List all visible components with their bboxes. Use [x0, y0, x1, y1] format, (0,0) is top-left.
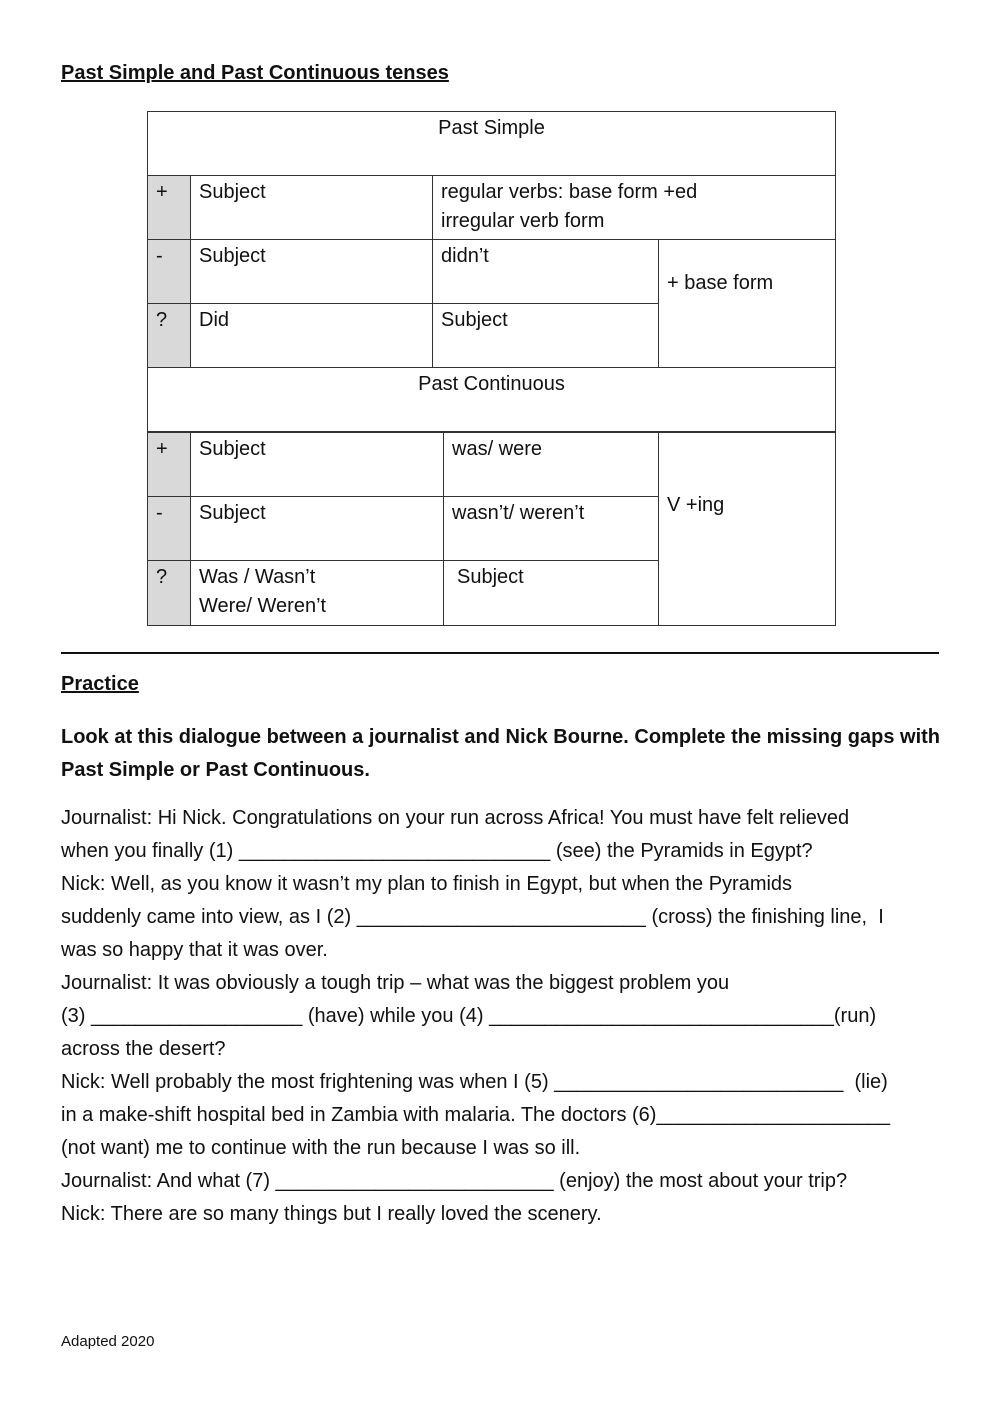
footer-note: Adapted 2020	[61, 1333, 155, 1350]
practice-instruction: Look at this dialogue between a journalist and Nick Bourne. Complete the missing gaps with Past Simple or Past Continuous.	[61, 726, 941, 781]
page-title: Past Simple and Past Continuous tenses	[61, 62, 449, 84]
past-continuous-header: Past Continuous	[147, 367, 836, 432]
dialogue-line: suddenly came into view, as I (2) __________________________ (cross) the finishing line, I	[61, 906, 884, 928]
auxiliary-cell: Subject	[443, 560, 659, 626]
subject-cell: Did	[190, 303, 433, 368]
dialogue-line: across the desert?	[61, 1038, 226, 1060]
sign-cell: +	[147, 432, 191, 497]
dialogue-line: Journalist: It was obviously a tough trip – what was the biggest problem you	[61, 972, 730, 994]
subject-line: Were/ Weren’t	[199, 595, 327, 617]
dialogue-line: in a make-shift hospital bed in Zambia with malaria. The doctors (6)_____________________	[61, 1104, 891, 1126]
section-divider	[61, 652, 939, 654]
dialogue-line: Journalist: Hi Nick. Congratulations on your run across Africa! You must have felt relieved	[61, 807, 850, 829]
subject-line: Was / Wasn’t	[199, 566, 316, 588]
subject-cell: Subject	[190, 496, 444, 561]
dialogue-line: Journalist: And what (7) _________________________ (enjoy) the most about your trip?	[61, 1170, 848, 1192]
sign-cell: -	[147, 239, 191, 304]
auxiliary-cell: didn’t	[432, 239, 659, 304]
subject-cell: Subject	[190, 175, 433, 240]
auxiliary-cell: Subject	[432, 303, 659, 368]
subject-cell: Subject	[190, 239, 433, 304]
dialogue-line: Nick: Well, as you know it wasn’t my plan to finish in Egypt, but when the Pyramids	[61, 873, 793, 895]
sign-cell: ?	[147, 560, 191, 626]
sign-cell: -	[147, 496, 191, 561]
dialogue-line: was so happy that it was over.	[61, 939, 328, 961]
ing-form-cell: V +ing	[658, 432, 836, 626]
dialogue-line: when you finally (1) ____________________________ (see) the Pyramids in Egypt?	[61, 840, 813, 862]
practice-heading: Practice	[61, 673, 139, 695]
sign-cell: ?	[147, 303, 191, 368]
verb-form-line: regular verbs: base form +ed	[441, 181, 698, 203]
auxiliary-cell: was/ were	[443, 432, 659, 497]
dialogue-line: Nick: Well probably the most frightening was when I (5) __________________________ (lie)	[61, 1071, 888, 1093]
dialogue-line: (not want) me to continue with the run because I was so ill.	[61, 1137, 581, 1159]
auxiliary-cell: wasn’t/ weren’t	[443, 496, 659, 561]
verb-form-line: irregular verb form	[441, 210, 605, 232]
base-form-cell: + base form	[658, 239, 836, 368]
dialogue-line: (3) ___________________ (have) while you (4) _______________________________(run)	[61, 1005, 877, 1027]
verb-form-cell	[432, 175, 836, 240]
past-simple-header: Past Simple	[147, 111, 836, 176]
subject-cell: Subject	[190, 432, 444, 497]
sign-cell: +	[147, 175, 191, 240]
dialogue-line: Nick: There are so many things but I really loved the scenery.	[61, 1203, 602, 1225]
subject-cell	[190, 560, 444, 626]
